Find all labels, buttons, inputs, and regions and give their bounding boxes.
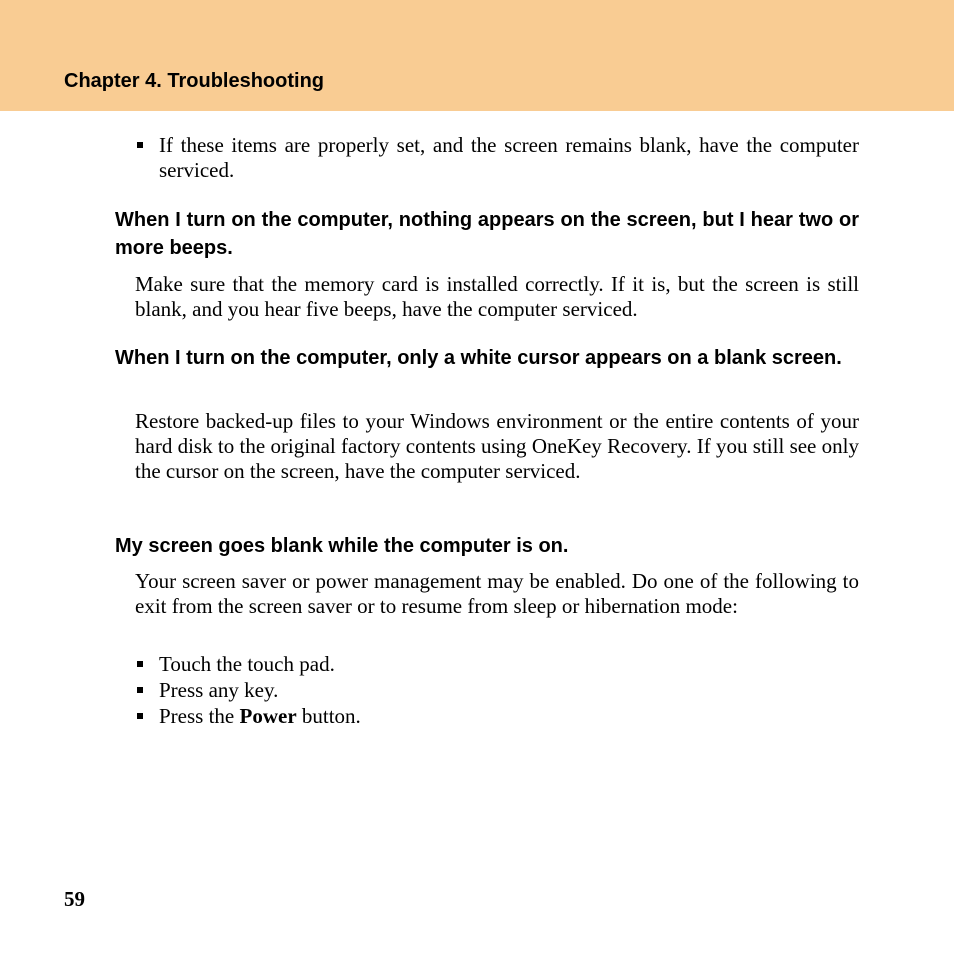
list-item	[135, 652, 859, 677]
wake-bullet-list	[135, 652, 859, 730]
section-heading-white-cursor: When I turn on the computer, only a white cursor appears on a blank screen.	[115, 347, 842, 369]
bullet-text: Touch the touch pad.	[159, 652, 335, 676]
chapter-title: Chapter 4. Troubleshooting	[64, 70, 325, 92]
section-body-screen-blank: Your screen saver or power management may be enabled. Do one of the following to exit from the screen saver or to resume from sleep or hibernation mode:	[135, 569, 859, 618]
section-heading-beeps: When I turn on the computer, nothing appears on the screen, but I hear two or more beeps.	[115, 209, 859, 259]
list-item	[135, 704, 859, 729]
square-bullet-icon	[137, 142, 143, 148]
section-body-white-cursor: Restore backed-up files to your Windows environment or the entire contents of your hard disk to the original factory contents using OneKey Recovery. If you still see only the cursor on the screen, have the computer serviced.	[135, 409, 859, 483]
square-bullet-icon	[137, 661, 143, 667]
section-body-beeps: Make sure that the memory card is installed correctly. If it is, but the screen is still blank, and you hear five beeps, have the computer serviced.	[135, 272, 859, 321]
power-key-label: Power	[239, 704, 297, 728]
bullet-text: If these items are properly set, and the screen remains blank, have the computer serviced.	[159, 133, 859, 182]
page-number: 59	[64, 887, 85, 911]
square-bullet-icon	[137, 713, 143, 719]
square-bullet-icon	[137, 687, 143, 693]
bullet-text: Press any key.	[159, 678, 279, 702]
bullet-text-prefix: Press the	[159, 704, 240, 728]
intro-bullet-list	[135, 133, 859, 184]
bullet-text-suffix: button.	[296, 704, 361, 728]
section-heading-screen-blank: My screen goes blank while the computer is on.	[115, 535, 569, 557]
list-item	[135, 678, 859, 703]
chapter-header-band	[0, 0, 954, 111]
list-item	[135, 133, 859, 183]
